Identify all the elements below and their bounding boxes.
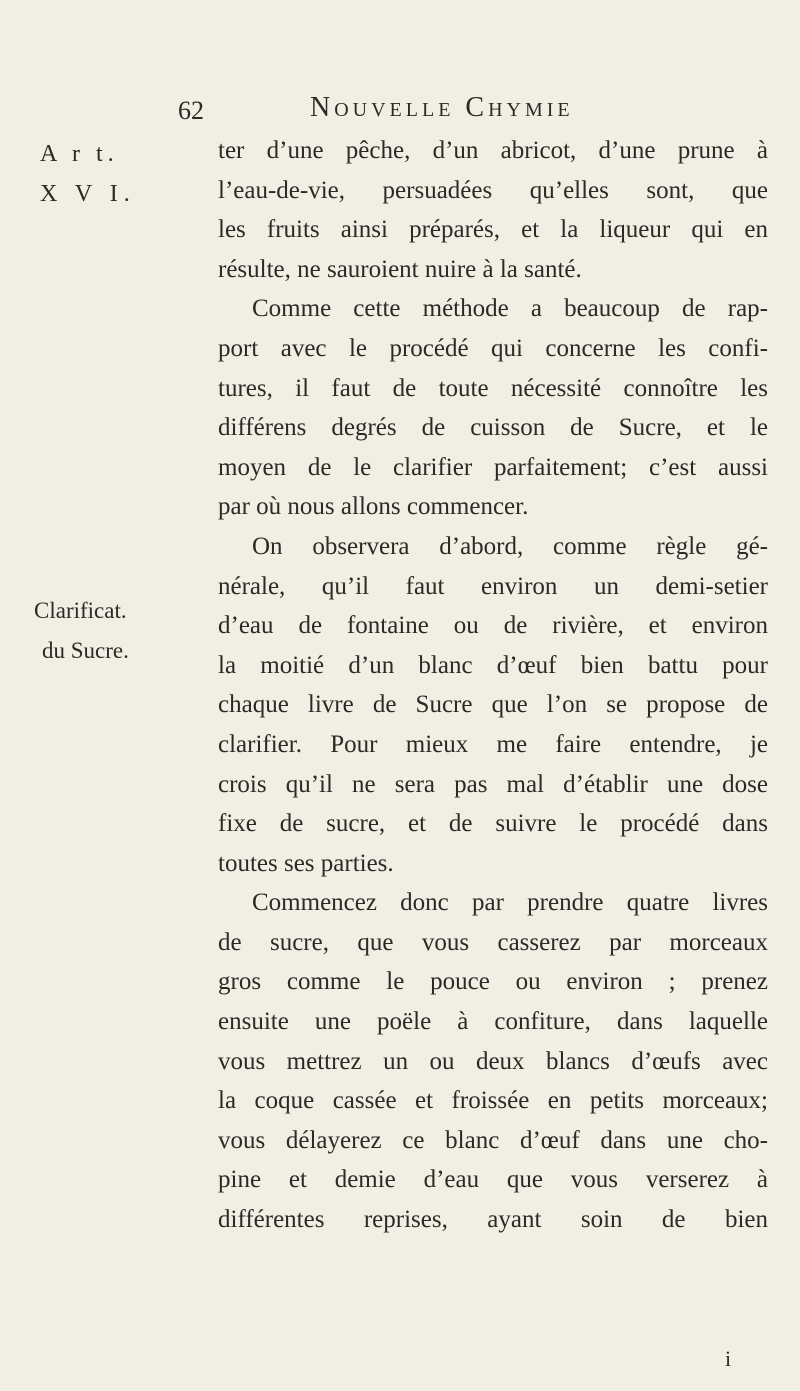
text-line: toutes ses parties.	[218, 849, 394, 877]
running-head	[178, 92, 738, 136]
text-line: vous mettrez un ou deux blancs d’œufs avec	[218, 1047, 768, 1075]
running-title: Nouvelle Chymie	[310, 92, 574, 123]
text-line: crois qu’il ne sera pas mal d’établir une dose	[218, 770, 768, 798]
text-line: tures, il faut de toute nécessité connoître les	[218, 374, 768, 402]
text-line: moyen de le clarifier parfaitement; c’est aussi	[218, 453, 768, 481]
text-line: fixe de sucre, et de suivre le procédé dans	[218, 810, 768, 838]
text-line: résulte, ne sauroient nuire à la santé.	[218, 255, 582, 283]
paragraph-start-line: Comme cette méthode a beaucoup de rap-	[252, 295, 768, 323]
text-line: gros comme le pouce ou environ ; prenez	[218, 968, 768, 996]
page-number: 62	[178, 96, 204, 125]
paragraph-start-line: Commencez donc par prendre quatre livres	[252, 889, 768, 917]
text-line: la coque cassée et froissée en petits morceaux;	[218, 1087, 768, 1115]
text-line: port avec le procédé qui concerne les confi-	[218, 334, 768, 362]
text-line: nérale, qu’il faut environ un demi-setier	[218, 572, 768, 600]
margin-article-number: X V I.	[40, 181, 136, 207]
text-line: la moitié d’un blanc d’œuf bien battu pour	[218, 651, 768, 679]
text-line: pine et demie d’eau que vous verserez à	[218, 1166, 768, 1194]
paragraph-start-line: On observera d’abord, comme règle gé-	[252, 532, 768, 560]
text-line: par où nous allons commencer.	[218, 493, 529, 521]
text-line: clarifier. Pour mieux me faire entendre, je	[218, 730, 768, 758]
margin-clarification-subject: du Sucre.	[42, 638, 129, 663]
text-line: l’eau-de-vie, persuadées qu’elles sont, que	[218, 176, 768, 204]
text-line: vous délayerez ce blanc d’œuf dans une cho-	[218, 1126, 768, 1154]
text-line: les fruits ainsi préparés, et la liqueur qui en	[218, 216, 768, 244]
text-line: ensuite une poële à confiture, dans laquelle	[218, 1008, 768, 1036]
signature-mark: i	[725, 1346, 732, 1371]
text-line: différentes reprises, ayant soin de bien	[218, 1206, 768, 1234]
margin-clarification-label: Clarificat.	[34, 598, 127, 623]
margin-article-label: A r t.	[40, 141, 119, 167]
body-text	[218, 131, 768, 1240]
text-line: chaque livre de Sucre que l’on se propose de	[218, 691, 768, 719]
text-line: de sucre, que vous casserez par morceaux	[218, 928, 768, 956]
text-line: ter d’une pêche, d’un abricot, d’une prune à	[218, 137, 768, 164]
text-line: d’eau de fontaine ou de rivière, et environ	[218, 612, 768, 640]
text-line: différens degrés de cuisson de Sucre, et le	[218, 414, 768, 442]
